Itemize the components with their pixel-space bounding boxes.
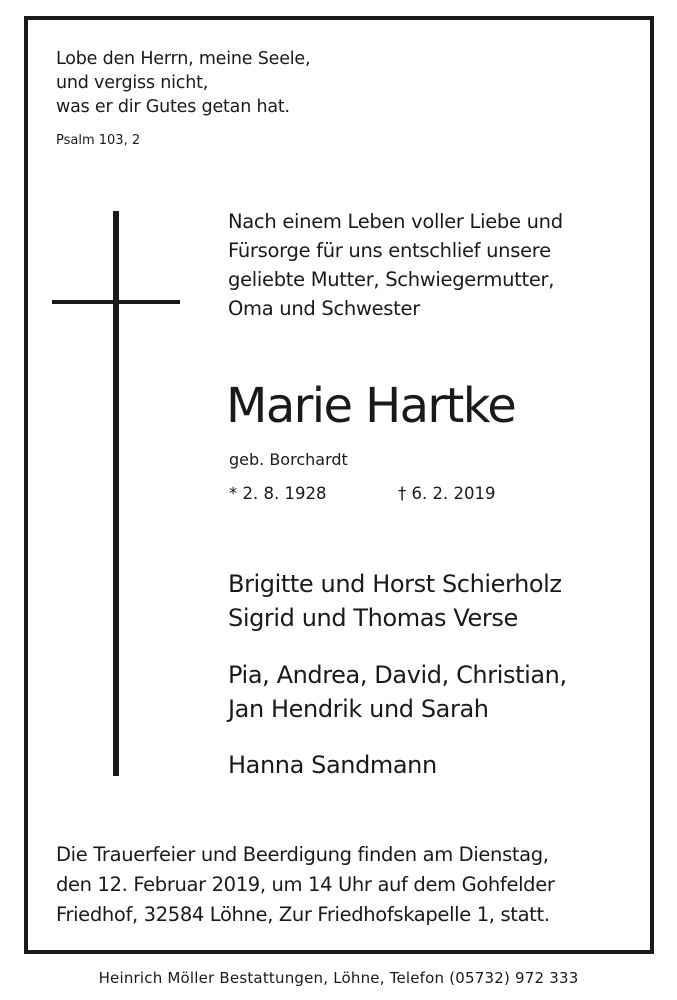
intro-line: Oma und Schwester [228, 297, 420, 320]
verse-reference: Psalm 103, 2 [56, 133, 141, 148]
bible-verse [56, 47, 310, 119]
service-line: Die Trauerfeier und Beerdigung finden am Dienstag, [56, 843, 549, 866]
maiden-name: geb. Borchardt [229, 450, 348, 469]
intro-line: Fürsorge für uns entschlief unsere [228, 239, 551, 262]
mourner-line: Jan Hendrik und Sarah [228, 695, 489, 723]
mourner-line: Hanna Sandmann [228, 751, 437, 779]
mourner-line: Pia, Andrea, David, Christian, [228, 661, 567, 689]
mourner-group [228, 748, 437, 782]
cross-icon [113, 211, 119, 776]
intro-line: Nach einem Leben voller Liebe und [228, 210, 563, 233]
service-line: den 12. Februar 2019, um 14 Uhr auf dem Gohfelder [56, 873, 555, 896]
service-info [56, 840, 555, 930]
verse-line: und vergiss nicht, [56, 73, 209, 93]
death-date: † 6. 2. 2019 [398, 484, 496, 503]
funeral-home-footer: Heinrich Möller Bestattungen, Löhne, Telefon (05732) 972 333 [98, 969, 579, 987]
verse-line: Lobe den Herrn, meine Seele, [56, 49, 311, 69]
mourner-line: Brigitte und Horst Schierholz [228, 570, 562, 598]
verse-line: was er dir Gutes getan hat. [56, 97, 290, 117]
intro-line: geliebte Mutter, Schwiegermutter, [228, 268, 555, 291]
birth-date: * 2. 8. 1928 [229, 484, 327, 503]
intro-text [228, 207, 563, 323]
deceased-name: Marie Hartke [226, 378, 516, 434]
mourner-line: Sigrid und Thomas Verse [228, 604, 518, 632]
mourner-group [228, 658, 567, 726]
cross-icon-bar [52, 300, 180, 304]
service-line: Friedhof, 32584 Löhne, Zur Friedhofskapelle 1, statt. [56, 903, 550, 926]
mourner-group [228, 567, 562, 635]
